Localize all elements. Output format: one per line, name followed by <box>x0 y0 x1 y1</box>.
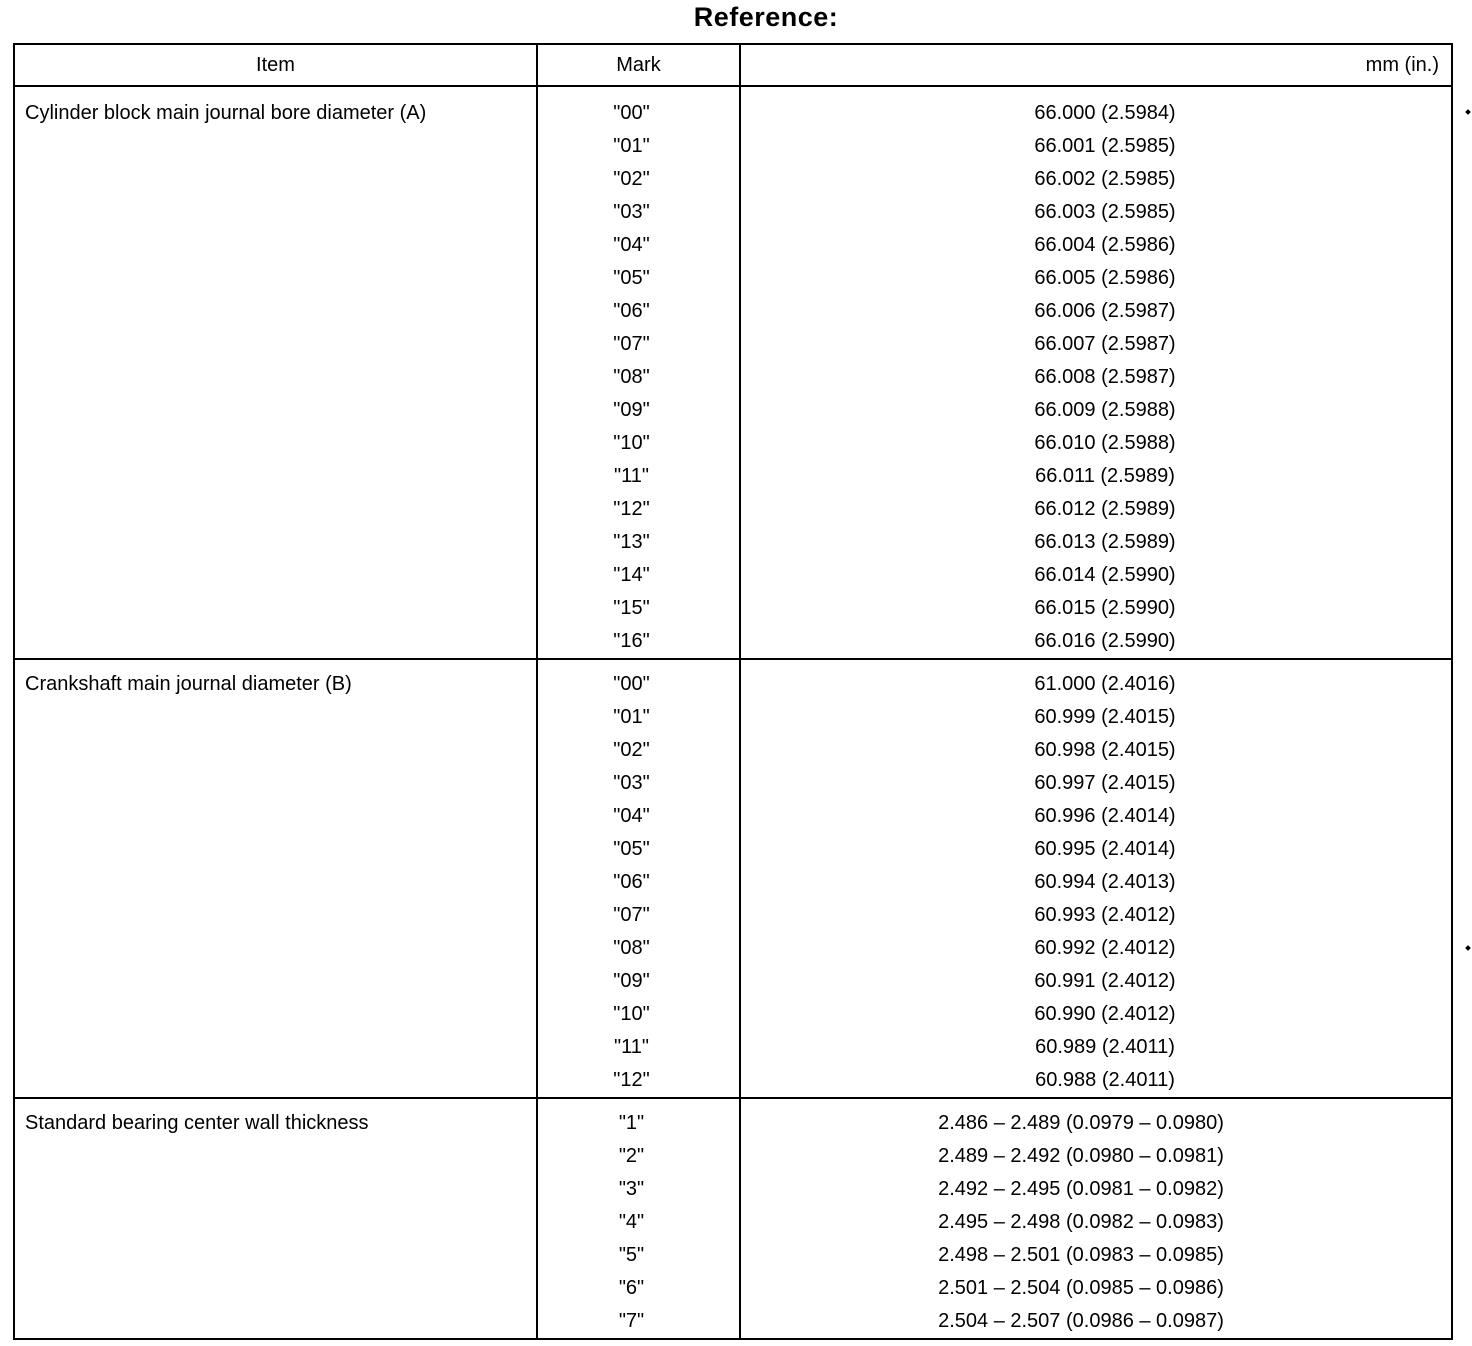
measurement-value: 60.999 (2.4015) <box>1034 706 1176 728</box>
measurement-value: 66.013 (2.5989) <box>1034 531 1176 553</box>
mark-value: "3" <box>618 1178 645 1200</box>
measurement-value: 66.009 (2.5988) <box>1034 399 1176 421</box>
measurement-value: 2.498 – 2.501 (0.0983 – 0.0985) <box>938 1244 1224 1266</box>
mark-value: "09" <box>613 970 650 992</box>
measurement-value: 60.990 (2.4012) <box>1034 1003 1176 1025</box>
measurement-value: 66.005 (2.5986) <box>1034 267 1176 289</box>
mark-value: "07" <box>613 904 650 926</box>
mark-value: "04" <box>613 234 650 256</box>
mark-value: "2" <box>618 1145 645 1167</box>
mark-value: "03" <box>613 201 650 223</box>
item-cylinder-block-bore: Cylinder block main journal bore diameter (A) <box>14 86 537 659</box>
header-mark: Mark <box>537 44 740 86</box>
measurement-value: 60.988 (2.4011) <box>1035 1069 1175 1091</box>
measurement-value: 60.998 (2.4015) <box>1034 739 1176 761</box>
mark-value: "05" <box>613 838 650 860</box>
header-row <box>14 44 1452 86</box>
mark-value: "01" <box>613 135 650 157</box>
mark-list <box>537 86 740 659</box>
mark-value: "01" <box>613 706 650 728</box>
mark-value: "7" <box>618 1310 645 1332</box>
measurement-value: 61.000 (2.4016) <box>1034 673 1176 695</box>
group-row-bearing <box>14 1098 1452 1339</box>
mark-value: "15" <box>613 597 650 619</box>
mark-value: "12" <box>613 1069 650 1091</box>
measurement-value: 60.991 (2.4012) <box>1034 970 1176 992</box>
header-unit: mm (in.) <box>740 44 1452 86</box>
item-bearing-wall-thickness: Standard bearing center wall thickness <box>14 1098 537 1339</box>
reference-table <box>13 43 1453 1340</box>
measurement-value: 66.001 (2.5985) <box>1034 135 1176 157</box>
measurement-value: 66.006 (2.5987) <box>1034 300 1176 322</box>
measurement-value: 66.003 (2.5985) <box>1034 201 1176 223</box>
item-crankshaft-journal: Crankshaft main journal diameter (B) <box>14 659 537 1098</box>
edge-tick-mark <box>1465 109 1471 115</box>
mark-value: "04" <box>613 805 650 827</box>
value-list <box>740 659 1452 1098</box>
edge-tick-mark <box>1465 945 1471 951</box>
measurement-value: 2.492 – 2.495 (0.0981 – 0.0982) <box>938 1178 1224 1200</box>
value-list <box>740 86 1452 659</box>
measurement-value: 60.994 (2.4013) <box>1034 871 1176 893</box>
mark-value: "6" <box>618 1277 645 1299</box>
mark-value: "16" <box>613 630 650 652</box>
header-item: Item <box>14 44 537 86</box>
measurement-value: 2.495 – 2.498 (0.0982 – 0.0983) <box>938 1211 1224 1233</box>
measurement-value: 60.989 (2.4011) <box>1035 1036 1175 1058</box>
mark-value: "10" <box>613 1003 650 1025</box>
measurement-value: 60.993 (2.4012) <box>1034 904 1176 926</box>
measurement-value: 66.016 (2.5990) <box>1034 630 1176 652</box>
mark-value: "12" <box>613 498 650 520</box>
mark-value: "08" <box>613 937 650 959</box>
measurement-value: 2.489 – 2.492 (0.0980 – 0.0981) <box>938 1145 1224 1167</box>
measurement-value: 66.008 (2.5987) <box>1034 366 1176 388</box>
mark-value: "4" <box>618 1211 645 1233</box>
measurement-value: 66.007 (2.5987) <box>1034 333 1176 355</box>
mark-value: "00" <box>613 102 650 124</box>
measurement-value: 60.997 (2.4015) <box>1034 772 1176 794</box>
mark-value: "11" <box>614 1036 649 1058</box>
mark-value: "05" <box>613 267 650 289</box>
mark-value: "1" <box>618 1112 645 1134</box>
mark-value: "5" <box>618 1244 645 1266</box>
mark-value: "00" <box>613 673 650 695</box>
mark-value: "10" <box>613 432 650 454</box>
measurement-value: 66.004 (2.5986) <box>1034 234 1176 256</box>
mark-value: "11" <box>614 465 649 487</box>
mark-value: "06" <box>613 871 650 893</box>
measurement-value: 2.501 – 2.504 (0.0985 – 0.0986) <box>938 1277 1224 1299</box>
mark-list <box>537 659 740 1098</box>
mark-value: "08" <box>613 366 650 388</box>
mark-value: "07" <box>613 333 650 355</box>
measurement-value: 66.000 (2.5984) <box>1034 102 1176 124</box>
mark-value: "06" <box>613 300 650 322</box>
page-title: Reference: <box>693 2 839 32</box>
mark-value: "02" <box>613 168 650 190</box>
measurement-value: 66.011 (2.5989) <box>1035 465 1175 487</box>
mark-value: "09" <box>613 399 650 421</box>
mark-value: "14" <box>613 564 650 586</box>
value-list <box>740 1098 1452 1339</box>
measurement-value: 66.010 (2.5988) <box>1034 432 1176 454</box>
mark-value: "03" <box>613 772 650 794</box>
measurement-value: 66.012 (2.5989) <box>1034 498 1176 520</box>
measurement-value: 2.486 – 2.489 (0.0979 – 0.0980) <box>938 1112 1224 1134</box>
measurement-value: 60.992 (2.4012) <box>1034 937 1176 959</box>
measurement-value: 60.995 (2.4014) <box>1034 838 1176 860</box>
mark-value: "02" <box>613 739 650 761</box>
group-row-crankshaft <box>14 659 1452 1098</box>
mark-list <box>537 1098 740 1339</box>
group-row-cylinder-block <box>14 86 1452 659</box>
measurement-value: 66.014 (2.5990) <box>1034 564 1176 586</box>
measurement-value: 66.015 (2.5990) <box>1034 597 1176 619</box>
measurement-value: 2.504 – 2.507 (0.0986 – 0.0987) <box>938 1310 1224 1332</box>
measurement-value: 66.002 (2.5985) <box>1034 168 1176 190</box>
measurement-value: 60.996 (2.4014) <box>1034 805 1176 827</box>
mark-value: "13" <box>613 531 650 553</box>
